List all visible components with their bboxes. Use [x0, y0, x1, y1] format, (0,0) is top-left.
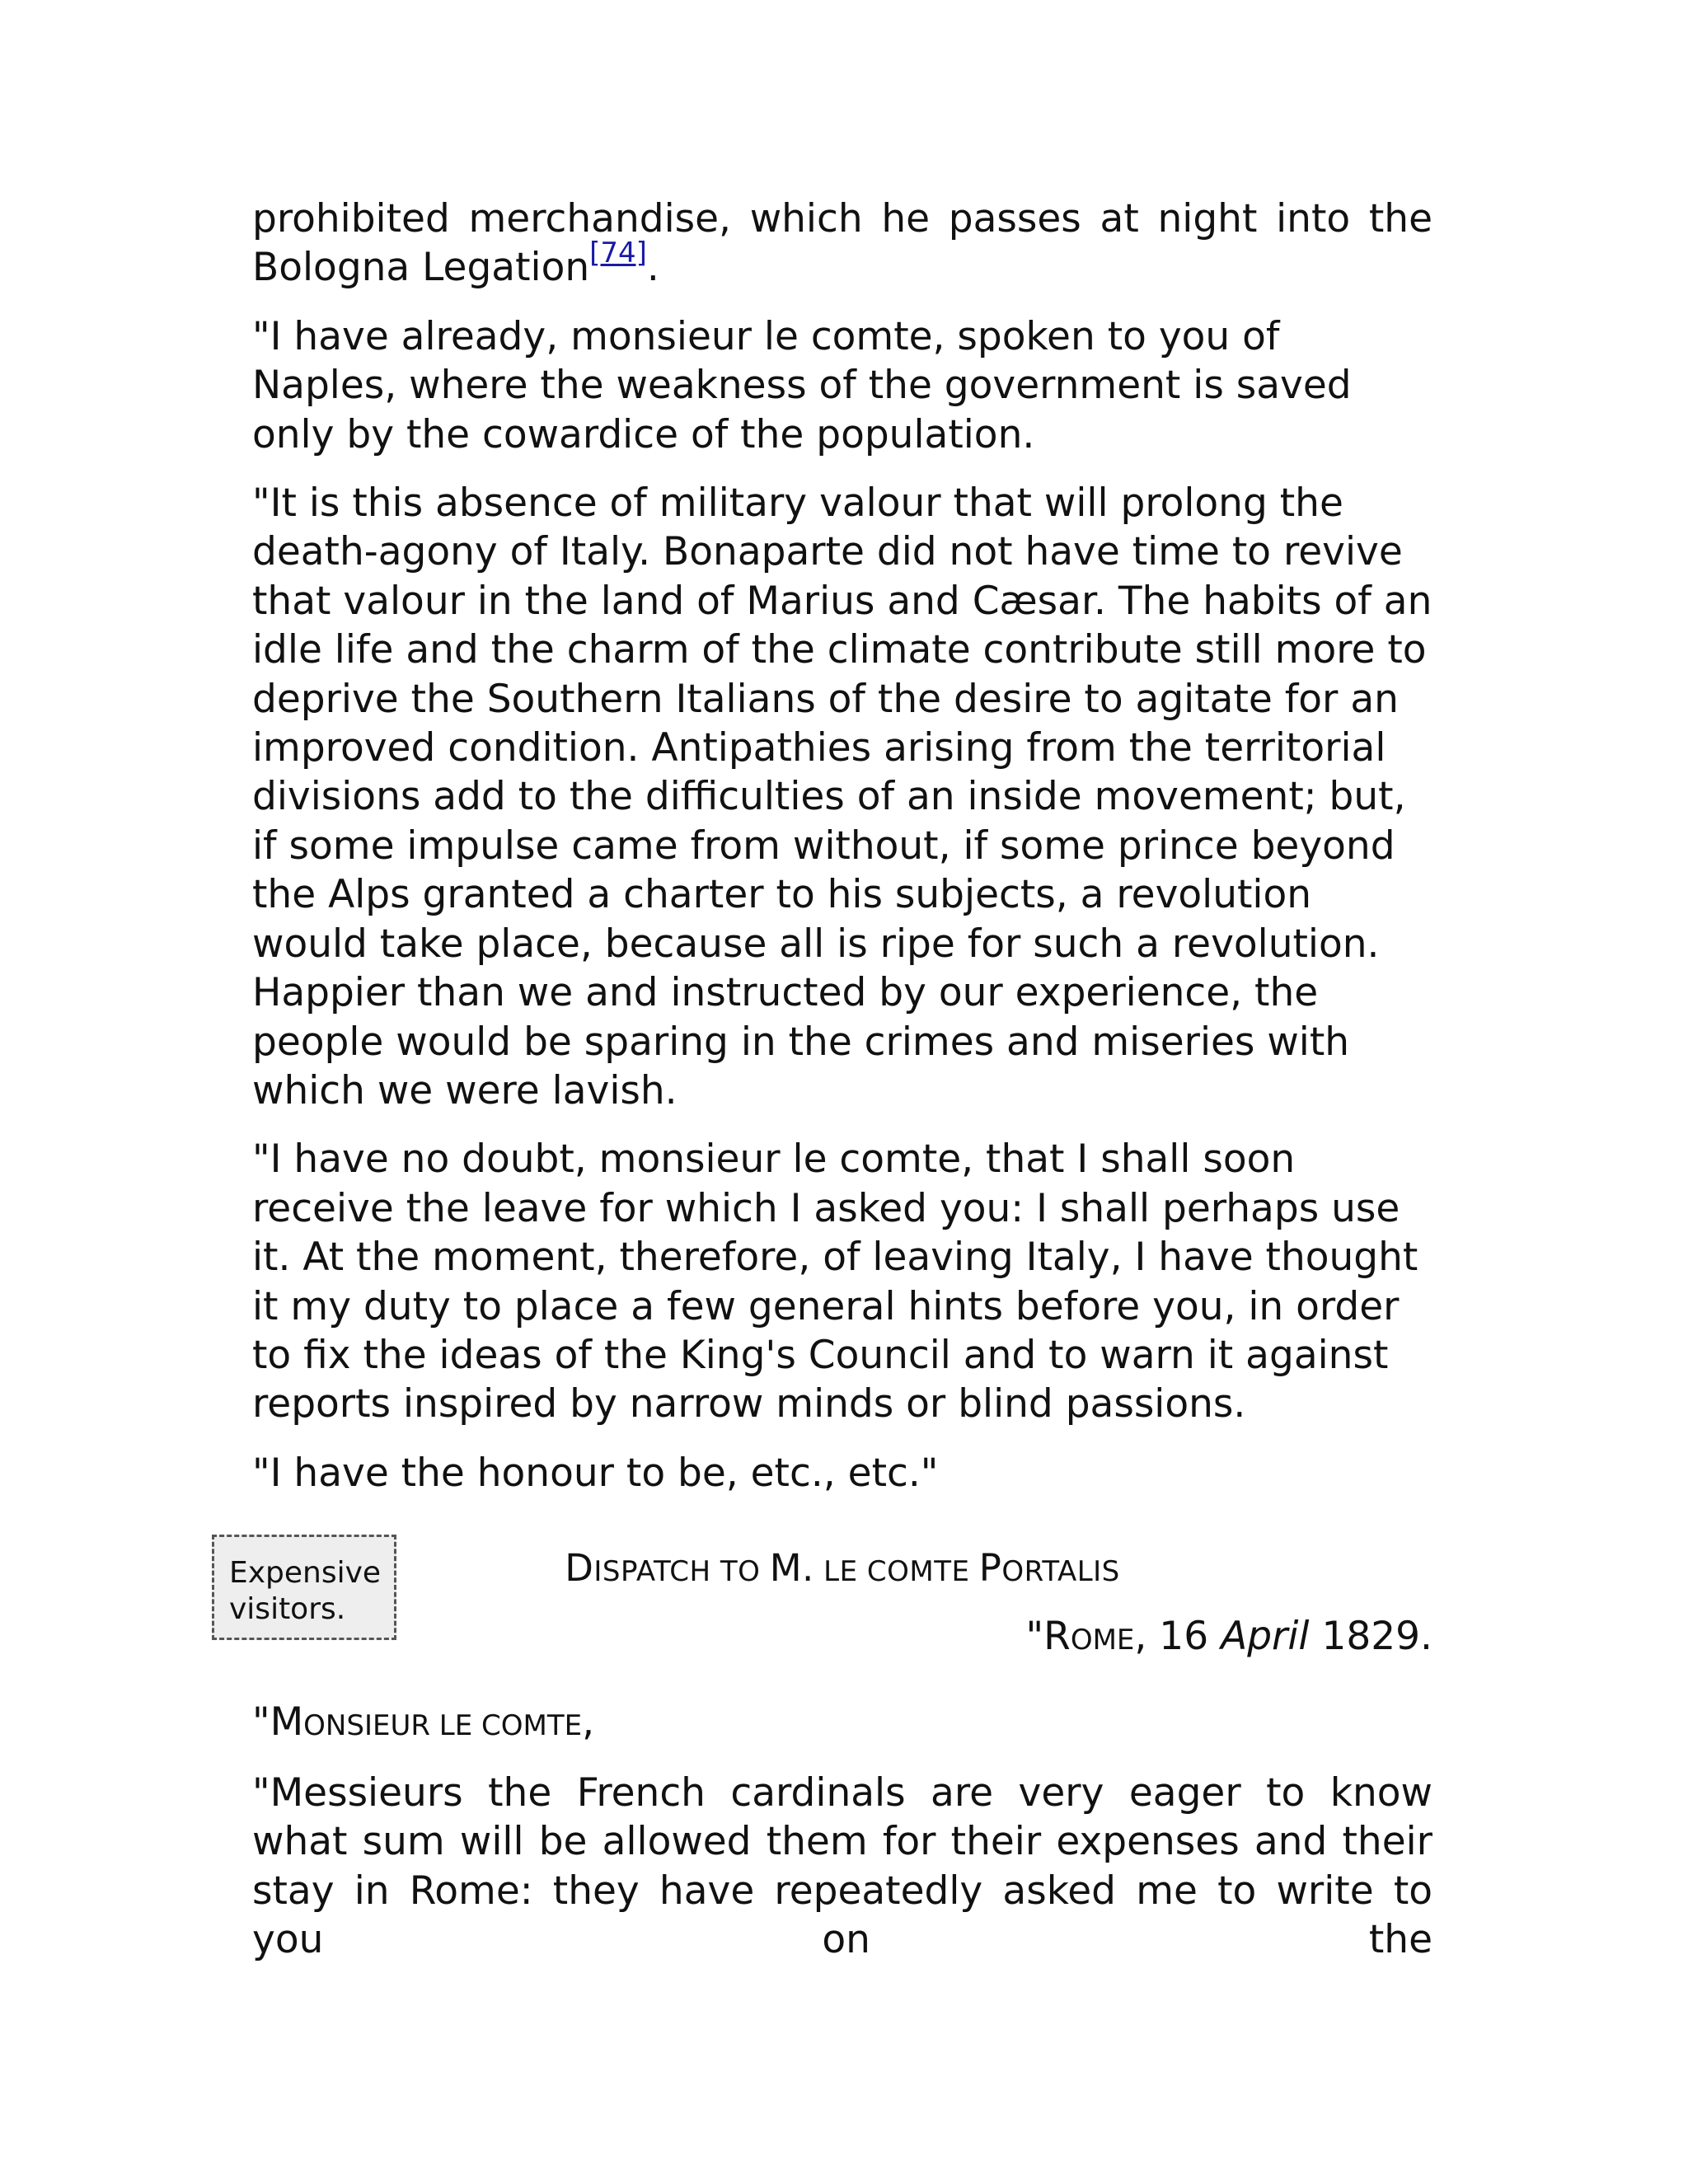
page-body	[252, 194, 1432, 1517]
paragraph-1-text: prohibited merchandise, which he passes at night into the Bologna Legation	[252, 196, 1432, 291]
footnote-link-74[interactable]: [74]	[589, 237, 647, 270]
salutation-quote-m: "M	[252, 1699, 304, 1745]
heading-le-comte: LE COMTE	[814, 1555, 979, 1588]
salutation-comma: ,	[582, 1699, 595, 1745]
paragraph-1-end: .	[646, 245, 659, 291]
sidenote-expensive-visitors: Expensive visitors.	[212, 1535, 396, 1640]
dateline-ome: OME	[1070, 1624, 1135, 1657]
heading-m: M.	[769, 1546, 814, 1590]
salutation-rest: ONSIEUR LE COMTE	[303, 1709, 583, 1742]
dateline-year: 1829.	[1309, 1614, 1432, 1659]
dateline-quote-r: "R	[1025, 1614, 1071, 1659]
paragraph-final: "Messieurs the French cardinals are very eager to know what sum will be allowed them for their expenses and their stay in Rome: they have repeatedly asked me to write to you on the	[252, 1770, 1432, 1963]
heading-portalis: ORTALIS	[1001, 1555, 1120, 1588]
paragraph-1	[252, 194, 1432, 293]
paragraph-2: "I have already, monsieur le comte, spoken to you of Naples, where the weakness of the government is saved only by the cowardice of the population.	[252, 313, 1352, 457]
paragraph-3: "It is this absence of military valour that will prolong the death-agony of Italy. Bonaparte did not have time to revive that valour in the land of Marius and Cæsar. The habits of an idle life and the charm of the climate contribute still more to deprive the Southern Italians of the desire to agitate for an improved condition. Antipathies arising from the territorial divisions add to the difficulties of an inside movement; but, if some impulse came from without, if some prince beyond the Alps granted a charter to his subjects, a revolution would take place, because all is ripe for such a revolution. Happier than we and instructed by our experience, the people would be sparing in the crimes and miseries with which we were lavish.	[252, 480, 1432, 1113]
heading-initial-p: P	[978, 1546, 1002, 1590]
dateline-day: , 16	[1134, 1614, 1221, 1659]
heading-dispatch-to: ISPATCH TO	[593, 1555, 770, 1588]
paragraph-5: "I have the honour to be, etc., etc."	[252, 1450, 939, 1496]
dateline	[252, 1612, 1432, 1665]
dispatch-heading	[252, 1545, 1432, 1595]
salutation	[252, 1698, 1432, 1750]
paragraph-4: "I have no doubt, monsieur le comte, that I shall soon receive the leave for which I asked you: I shall perhaps use it. At the moment, therefore, of leaving Italy, I have thought it my duty to place a few general hints before you, in order to fix the ideas of the King's Council and to warn it against reports inspired by narrow minds or blind passions.	[252, 1137, 1418, 1427]
heading-initial-d: D	[565, 1546, 594, 1590]
dateline-month: April	[1221, 1614, 1310, 1659]
